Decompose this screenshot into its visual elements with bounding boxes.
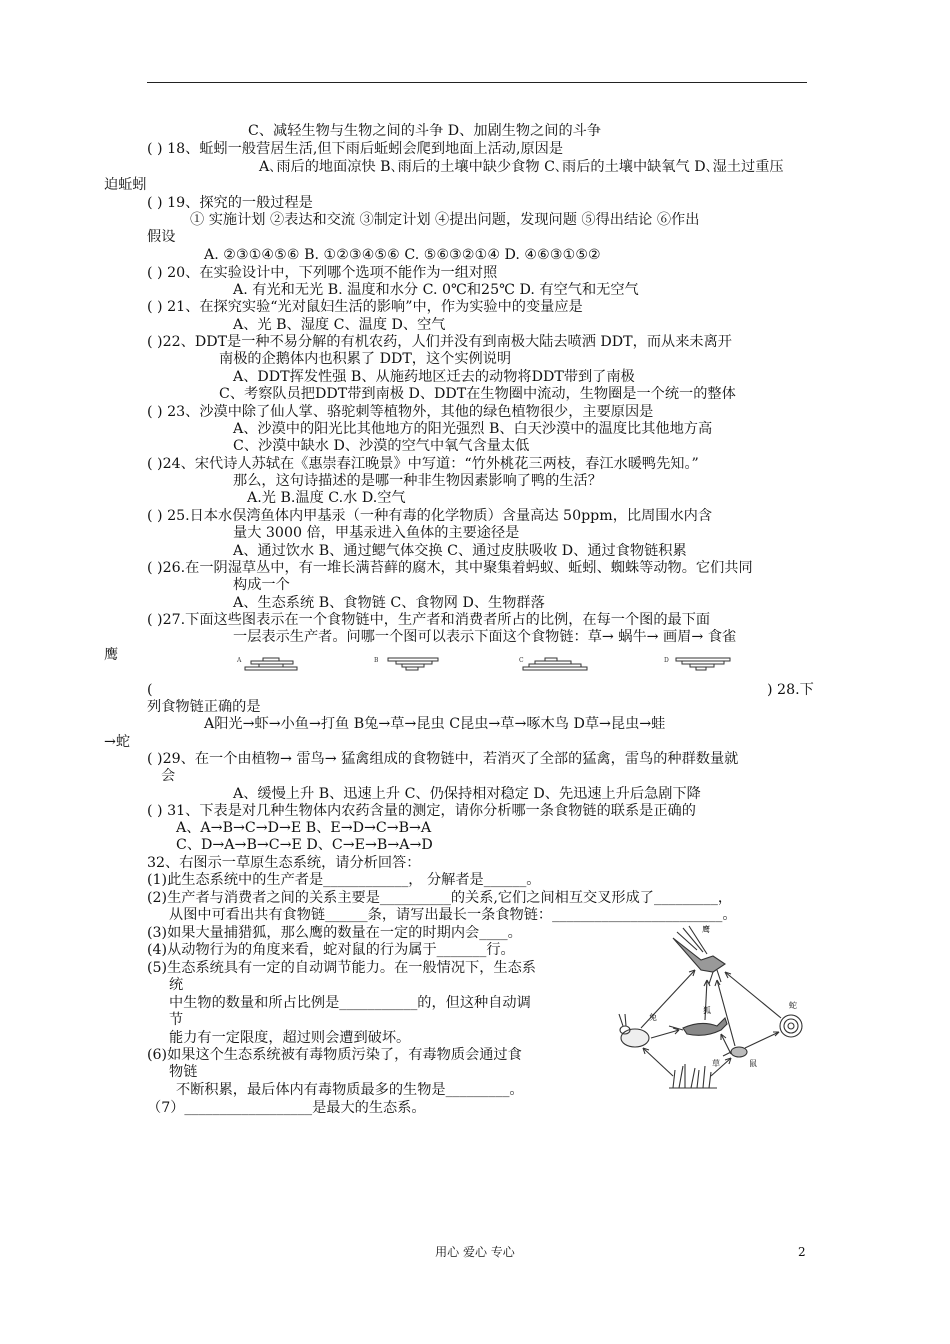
question-21: ( ) 21、在探究实验“光对鼠妇生活的影响”中，作为实验中的变量应是: [147, 299, 583, 315]
text-line: C、沙漠中缺水 D、沙漠的空气中氧气含量太低: [233, 438, 530, 454]
text-line: A、缓慢上升 B、迅速上升 C、仍保持相对稳定 D、先迅速上升后急剧下降: [233, 786, 701, 802]
text-line: →蛇: [104, 734, 131, 750]
text-line: (1)此生态系统中的生产者是____________， 分解者是______。: [147, 872, 541, 888]
text-line: (2)生产者与消费者之间的关系主要是__________的关系,它们之间相互交叉形成了_________，: [147, 890, 733, 906]
grass-label: 草: [712, 1059, 720, 1068]
text-line: A.光 B.温度 C.水 D.空气: [247, 490, 406, 506]
question-22: ( )22、DDT是一种不易分解的有机农药，人们并没有到南极大陆去喷洒 DDT，而从来未离开: [147, 334, 732, 350]
text-line: 量大 3000 倍，甲基汞进入鱼体的主要途径是: [233, 525, 520, 541]
mouse-label: 鼠: [749, 1059, 757, 1068]
text-line: A、生态系统 B、食物链 C、食物网 D、生物群落: [233, 595, 545, 611]
svg-text:D: D: [664, 657, 669, 664]
text-line: (3)如果大量捕猎狐，那么鹰的数量在一定的时期内会____。: [147, 925, 522, 941]
text-line: (: [147, 682, 153, 698]
text-line: A、光 B、湿度 C、温度 D、空气: [233, 317, 446, 333]
text-line: 列食物链正确的是: [147, 699, 261, 715]
pyramid-figure-b: [370, 651, 450, 681]
text-line: 会: [161, 768, 176, 784]
question-18: ( ) 18、蚯蚓一般营居生活,但下雨后蚯蚓会爬到地面上活动,原因是: [147, 141, 564, 157]
text-line: A、沙漠中的阳光比其他地方的阳光强烈 B、白天沙漠中的温度比其他地方高: [233, 421, 713, 437]
rabbit-label: 兔: [649, 1013, 657, 1022]
question-29: ( )29、在一个由植物→ 雷鸟→ 猛禽组成的食物链中，若消灭了全部的猛禽，雷鸟的种群数量就: [147, 751, 739, 767]
text-line: C、考察队员把DDT带到南极 D、DDT在生物圈中流动，生物圈是一个统一的整体: [219, 386, 736, 402]
page-footer: 用心 爱心 专心: [435, 1245, 515, 1259]
text-line: ① 实施计划 ②表达和交流 ③制定计划 ④提出问题，发现问题 ⑤得出结论 ⑥作出: [190, 212, 700, 228]
question-23: ( ) 23、沙漠中除了仙人掌、骆驼刺等植物外，其他的绿色植物很少，主要原因是: [147, 404, 654, 420]
text-line: A、DDT挥发性强 B、从施药地区迁去的动物将DDT带到了南极: [233, 369, 635, 385]
text-line: 鹰: [104, 647, 119, 663]
question-27: ( )27.下面这些图表示在一个食物链中，生产者和消费者所占的比例，在每一个图的最下面: [147, 612, 711, 628]
pyramid-figure-c: [515, 651, 595, 681]
svg-text:A: A: [237, 657, 242, 664]
text-line: A. 有光和无光 B. 温度和水分 C. 0℃和25℃ D. 有空气和无空气: [233, 282, 639, 298]
text-line: 统: [169, 977, 184, 993]
text-line: 假设: [147, 229, 176, 245]
text-line: C、减轻生物与生物之间的斗争 D、加剧生物之间的斗争: [248, 123, 602, 139]
pyramid-figure-d: [660, 651, 740, 681]
question-25: ( ) 25.日本水俣湾鱼体内甲基汞（一种有毒的化学物质）含量高达 50ppm，比周围水内含: [147, 508, 713, 524]
text-line: 中生物的数量和所占比例是___________的，但这种自动调: [169, 995, 531, 1011]
text-line: (6)如果这个生态系统被有毒物质污染了，有毒物质会通过食: [147, 1047, 522, 1063]
question-19: ( ) 19、探究的一般过程是: [147, 195, 313, 211]
text-line: 那么，这句诗描述的是哪一种非生物因素影响了鸭的生活？: [233, 473, 602, 489]
text-line: A阳光→虾→小鱼→打鱼 B兔→草→昆虫 C昆虫→草→啄木鸟 D草→昆虫→蛙: [204, 716, 666, 732]
text-line: 迫蚯蚓: [104, 177, 147, 193]
svg-text:C: C: [519, 657, 524, 664]
question-32: 32、右图示一草原生态系统，请分析回答：: [147, 855, 421, 871]
text-line: A、通过饮水 B、通过鳃气体交换 C、通过皮肤吸收 D、通过食物链积累: [233, 543, 687, 559]
text-line: 能力有一定限度，超过则会遭到破坏。: [169, 1030, 411, 1046]
text-line: 南极的企鹅体内也积累了 DDT，这个实例说明: [219, 351, 512, 367]
question-31: ( ) 31、下表是对几种生物体内农药含量的测定，请你分析哪一条食物链的联系是正确的: [147, 803, 696, 819]
text-line: 物链: [169, 1064, 198, 1080]
text-line: 不断积累，最后体内有毒物质最多的生物是_________。: [176, 1082, 524, 1098]
svg-text:B: B: [374, 657, 379, 664]
pyramid-figure-a: [233, 651, 313, 681]
eagle-label: 鹰: [702, 925, 710, 934]
text-line: A、A→B→C→D→E B、E→D→C→B→A: [176, 820, 432, 836]
question-28: ) 28.下: [767, 682, 814, 698]
text-line: (4)从动物行为的角度来看，蛇对鼠的行为属于_______行。: [147, 942, 515, 958]
text-line: 从图中可看出共有食物链______条，请写出最长一条食物链：________________________。: [169, 907, 737, 923]
fox-label: 狐: [703, 1006, 711, 1015]
text-line: 构成一个: [233, 577, 290, 593]
text-line: A､雨后的地面凉快 B､雨后的土壤中缺少食物 C､雨后的土壤中缺氧气 D､湿土过重压: [259, 159, 784, 175]
food-web-diagram: [613, 920, 825, 1095]
text-line: （7）__________________是最大的生态系。: [147, 1100, 426, 1116]
snake-label: 蛇: [789, 1001, 797, 1010]
page-number: 2: [798, 1245, 806, 1259]
text-line: C、D→A→B→C→E D、C→E→B→A→D: [176, 837, 433, 853]
text-line: 一层表示生产者。问哪一个图可以表示下面这个食物链：草→ 蜗牛→ 画眉→ 食雀: [233, 629, 737, 645]
text-line: (5)生态系统具有一定的自动调节能力。在一般情况下，生态系: [147, 960, 536, 976]
text-line: 节: [169, 1012, 184, 1028]
question-24: ( )24、宋代诗人苏轼在《惠崇春江晚景》中写道：“竹外桃花三两枝，春江水暖鸭先知。”: [147, 456, 699, 472]
question-26: ( )26.在一阴湿草丛中，有一堆长满苔藓的腐木，其中聚集着蚂蚁、蚯蚓、蜘蛛等动物。它们共同: [147, 560, 753, 576]
header-rule: [147, 82, 807, 83]
question-20: ( ) 20、在实验设计中，下列哪个选项不能作为一组对照: [147, 265, 498, 281]
text-line: A. ②③①④⑤⑥ B. ①②③④⑤⑥ C. ⑤⑥③②①④ D. ④⑥③①⑤②: [204, 247, 601, 263]
